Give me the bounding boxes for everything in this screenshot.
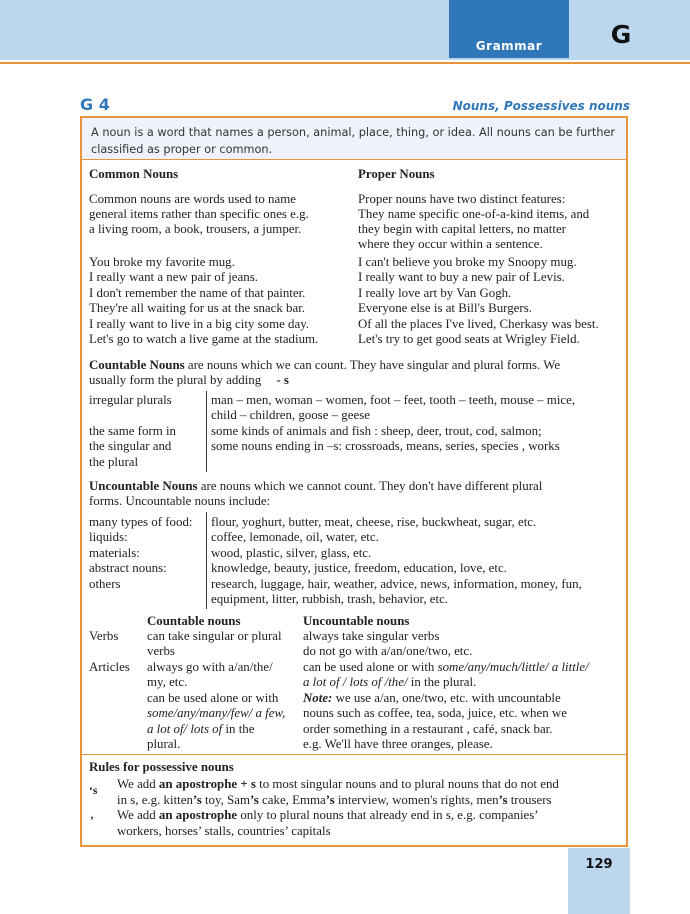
rule-text: toy, Sam: [201, 793, 250, 807]
proper-example: Of all the places I've lived, Cherkasy was best.: [358, 317, 599, 331]
uncountable-intro: [89, 479, 542, 495]
uncountable-row-label: many types of food:: [89, 515, 193, 529]
section-tab: Grammar: [449, 0, 569, 58]
unit-code: G 4: [80, 95, 110, 114]
common-example: Let's go to watch a live game at the stadium.: [89, 332, 319, 346]
compare-row-label: Verbs: [89, 629, 119, 643]
countable-intro: [89, 358, 560, 374]
proper-desc-line: They name specific one-of-a-kind items, and: [358, 207, 590, 221]
rule-text: interview, women's rights, men: [334, 793, 499, 807]
countable-row-label: the same form in: [89, 424, 176, 438]
rule-text: cake, Emma: [258, 793, 326, 807]
compare-col-countable: Countable nouns: [147, 614, 241, 628]
rule2-line2: workers, horses’ stalls, countries’ capitals: [117, 824, 331, 838]
compare-cell: [303, 660, 589, 676]
uncountable-row-text: research, luggage, hair, weather, advice, news, information, money, fun,: [211, 577, 582, 591]
rule-text: to most singular nouns and to plural nouns that do not end: [255, 777, 559, 791]
common-example: You broke my favorite mug.: [89, 255, 235, 269]
rule-bold: an apostrophe: [158, 808, 238, 822]
rule-text: only to plural nouns that already end in s, e.g. companies’: [237, 808, 539, 822]
intro-text: A noun is a word that names a person, animal, place, thing, or idea. All nouns can be further classified as proper or common.: [82, 118, 626, 160]
proper-desc-line: Proper nouns have two distinct features:: [358, 192, 566, 206]
compare-note-line: order something in a restaurant , café, snack bar.: [303, 722, 553, 736]
proper-desc-line: where they occur within a sentence.: [358, 237, 543, 251]
uncountable-row-text: knowledge, beauty, justice, freedom, education, love, etc.: [211, 561, 507, 575]
compare-cell: can take singular or plural: [147, 629, 282, 643]
compare-note: [303, 691, 561, 707]
countable-text: are nouns which we can count. They have singular and plural forms. We: [184, 358, 561, 372]
rule2-mark: ’: [90, 815, 94, 827]
rule-bold: ’s: [498, 793, 508, 807]
common-desc-line: general items rather than specific ones e.g.: [89, 207, 309, 221]
compare-italic: a lot of/ lots of: [147, 722, 223, 736]
proper-example: I can't believe you broke my Snoopy mug.: [358, 255, 577, 269]
compare-cell: [303, 675, 476, 691]
countable-table-divider: [206, 391, 207, 472]
proper-example: I really want to buy a new pair of Levis.: [358, 270, 565, 284]
rule-bold: an apostrophe + s: [158, 777, 256, 791]
uncountable-row-text: wood, plastic, silver, glass, etc.: [211, 546, 372, 560]
proper-example: Let's try to get good seats at Wrigley Field.: [358, 332, 580, 346]
compare-row-label: Articles: [89, 660, 130, 674]
common-nouns-heading: Common Nouns: [89, 167, 179, 181]
countable-row-text: man – men, woman – women, foot – feet, tooth – teeth, mouse – mice,: [211, 393, 576, 407]
rule-bold: ’s: [249, 793, 259, 807]
countable-text: usually form the plural by adding: [89, 373, 265, 387]
uncountable-row-label: abstract nouns:: [89, 561, 167, 575]
uncountable-row-label: liquids:: [89, 530, 128, 544]
header-divider: [0, 62, 690, 64]
compare-cell: always take singular verbs: [303, 629, 440, 643]
countable-row-label: the plural: [89, 455, 139, 469]
rule-text: in s, e.g. kitten: [117, 793, 193, 807]
compare-italic: some/any/much/little/ a little/: [437, 660, 589, 674]
compare-cell: [147, 722, 254, 738]
uncountable-row-text: flour, yoghurt, butter, meat, cheese, rise, buckwheat, sugar, etc.: [211, 515, 537, 529]
plural-suffix: - s: [276, 373, 289, 387]
uncountable-intro-line2: forms. Uncountable nouns include:: [89, 494, 271, 508]
compare-text: can be used alone or with: [303, 660, 438, 674]
uncountable-text: are nouns which we cannot count. They don't have different plural: [197, 479, 543, 493]
compare-italic: a lot of / lots of /the/: [303, 675, 408, 689]
section-letter: G: [610, 20, 632, 49]
rule-text: trousers: [507, 793, 552, 807]
compare-cell: plural.: [147, 737, 181, 751]
countable-row-label: irregular plurals: [89, 393, 172, 407]
rule-bold: ’s: [325, 793, 335, 807]
compare-cell: verbs: [147, 644, 175, 658]
rule2-line: [117, 808, 539, 824]
compare-text: in the: [222, 722, 255, 736]
uncountable-row-label: materials:: [89, 546, 140, 560]
compare-cell: always go with a/an/the/: [147, 660, 273, 674]
rule1-mark: ‘s: [89, 785, 98, 797]
common-example: They're all waiting for us at the snack bar.: [89, 301, 306, 315]
rule-text: We add: [117, 808, 159, 822]
rules-divider: [82, 754, 626, 755]
proper-example: I really love art by Van Gogh.: [358, 286, 512, 300]
compare-cell: [147, 706, 285, 722]
common-example: I really want to live in a big city some day.: [89, 317, 310, 331]
rule1-line: [117, 777, 559, 793]
rule-bold: ’s: [192, 793, 202, 807]
countable-row-text: child – children, goose – geese: [211, 408, 370, 422]
compare-note-line: nouns such as coffee, tea, soda, juice, etc. when we: [303, 706, 567, 720]
compare-note-line: e.g. We'll have three oranges, please.: [303, 737, 493, 751]
top-band: [0, 0, 690, 60]
compare-text: we use a/an, one/two, etc. with uncountable: [332, 691, 561, 705]
common-desc-line: a living room, a book, trousers, a jumper.: [89, 222, 302, 236]
compare-cell: can be used alone or with: [147, 691, 279, 705]
rule1-line2: [117, 793, 552, 809]
countable-term: Countable Nouns: [89, 358, 185, 372]
countable-row-text: some nouns ending in –s: crossroads, means, series, species , works: [211, 439, 560, 453]
uncountable-row-label: others: [89, 577, 121, 591]
countable-row-label: the singular and: [89, 439, 172, 453]
uncountable-row-text: equipment, litter, rubbish, trash, behavior, etc.: [211, 592, 449, 606]
rule-text: We add: [117, 777, 159, 791]
compare-cell: do not go with a/an/one/two, etc.: [303, 644, 473, 658]
page-number: 129: [568, 848, 630, 914]
uncountable-table-divider: [206, 512, 207, 609]
proper-example: Everyone else is at Bill's Burgers.: [358, 301, 532, 315]
compare-col-uncountable: Uncountable nouns: [303, 614, 410, 628]
proper-nouns-heading: Proper Nouns: [358, 167, 435, 181]
compare-text: in the plural.: [407, 675, 477, 689]
proper-desc-line: they begin with capital letters, no matter: [358, 222, 566, 236]
compare-italic: some/any/many/few/ a few,: [147, 706, 286, 720]
uncountable-row-text: coffee, lemonade, oil, water, etc.: [211, 530, 379, 544]
countable-row-text: some kinds of animals and fish : sheep, deer, trout, cod, salmon;: [211, 424, 542, 438]
compare-cell: my, etc.: [147, 675, 188, 689]
countable-intro-line2: [89, 373, 289, 389]
common-example: I really want a new pair of jeans.: [89, 270, 258, 284]
uncountable-term: Uncountable Nouns: [89, 479, 198, 493]
rules-heading: Rules for possessive nouns: [89, 760, 234, 774]
unit-title: Nouns, Possessives nouns: [452, 99, 630, 113]
common-example: I don't remember the name of that painter.: [89, 286, 306, 300]
note-label: Note:: [303, 691, 333, 705]
common-desc-line: Common nouns are words used to name: [89, 192, 296, 206]
